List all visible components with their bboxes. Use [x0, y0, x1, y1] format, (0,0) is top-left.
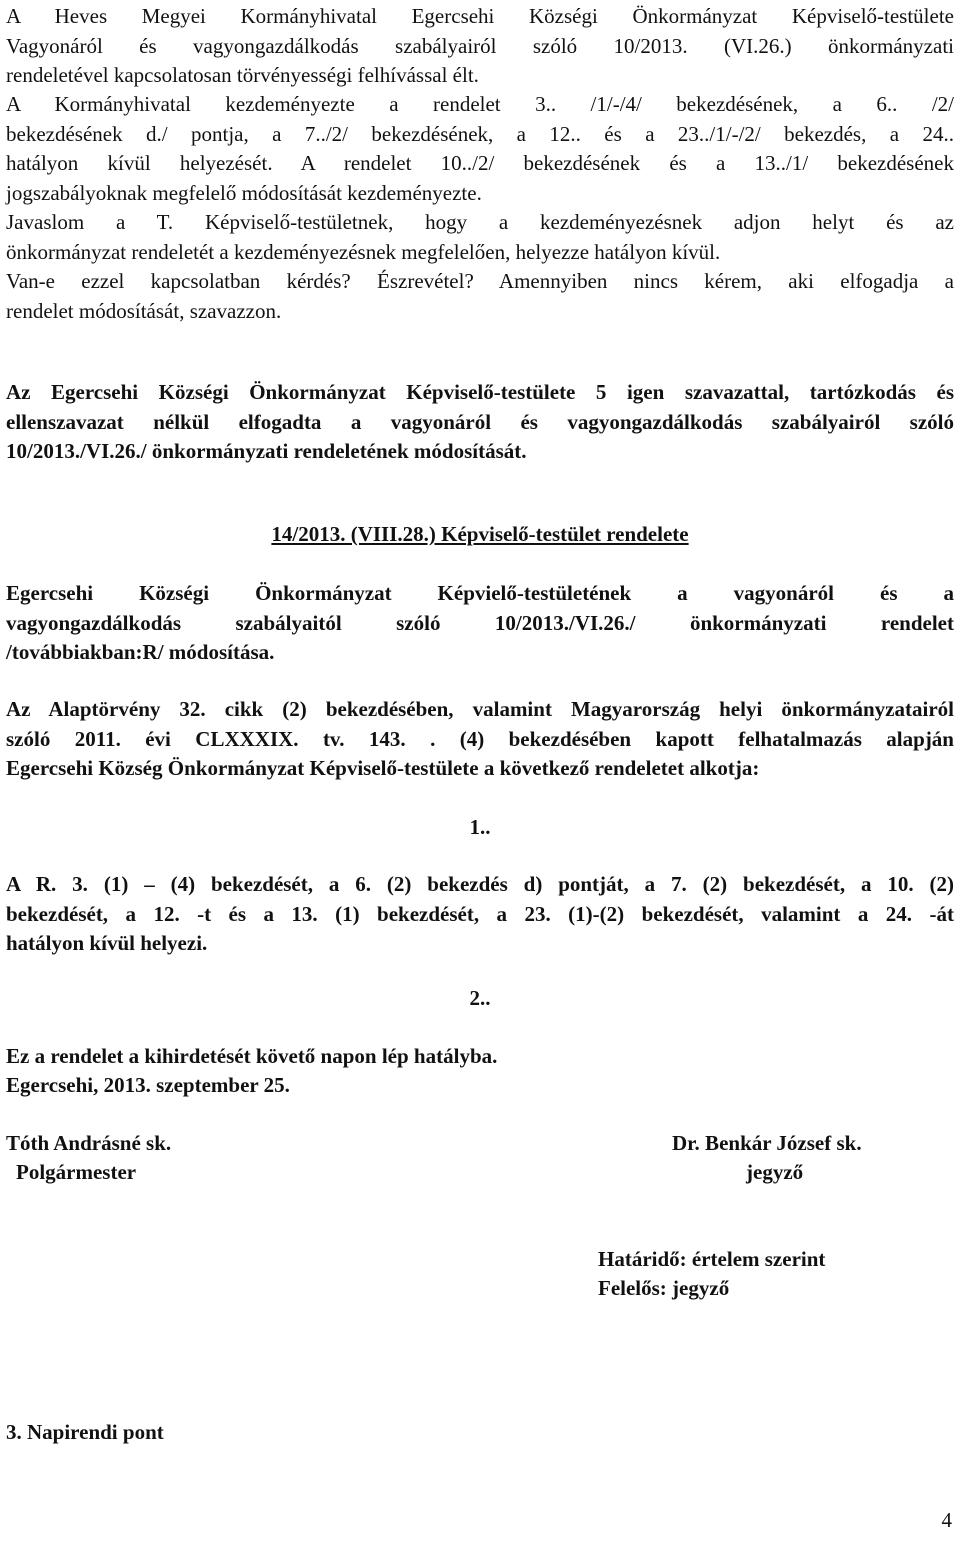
preamble-line-3: Egercsehi Község Önkormányzat Képviselő-testülete a következő rendeletet alkotja: — [6, 756, 760, 780]
resolution-line-1: Az Egercsehi Községi Önkormányzat Képviselő-testülete 5 igen szavazattal, tartózkodás és — [6, 380, 954, 404]
decree-subject — [6, 579, 954, 668]
intro-line-2: Vagyonáról és vagyongazdálkodás szabályairól szóló 10/2013. (VI.26.) önkormányzati — [6, 33, 954, 58]
section-1-line-1: A R. 3. (1) – (4) bekezdését, a 6. (2) bekezdés d) pontját, a 7. (2) bekezdését, a 10. (2) — [6, 872, 954, 896]
mayor-role: Polgármester — [16, 1160, 137, 1184]
section-1-line-3: hatályon kívül helyezi. — [6, 931, 208, 955]
preamble-line-2: szóló 2011. évi CLXXXIX. tv. 143. . (4) bekezdésében kapott felhatalmazás alapján — [6, 726, 954, 751]
initiative-line-1: A Kormányhivatal kezdeményezte a rendelet 3.. /1/-/4/ bekezdésének, a 6.. /2/ — [6, 92, 954, 116]
section-2-number: 2.. — [469, 986, 491, 1010]
initiative-line-6: önkormányzat rendeletét a kezdeményezésnek megfelelően, helyezze hatályon kívül. — [6, 239, 721, 264]
initiative-line-3: hatályon kívül helyezését. A rendelet 10../2/ bekezdésének és a 13../1/ bekezdésének — [6, 151, 954, 175]
initiative-line-7: Van-e ezzel kapcsolatban kérdés? Észrevétel? Amennyiben nincs kérem, aki elfogadja a — [6, 269, 954, 293]
intro-line-3: rendeletével kapcsolatosan törvényességi felhívással élt. — [6, 63, 479, 87]
initiative-paragraph — [6, 90, 954, 326]
notary-name: Dr. Benkár József sk. — [672, 1131, 862, 1155]
section-1-number: 1.. — [469, 815, 491, 839]
preamble-line-1: Az Alaptörvény 32. cikk (2) bekezdésében, valamint Magyarország helyi önkormányzatairól — [6, 697, 954, 721]
section-1-text — [6, 870, 954, 959]
initiative-line-4: jogszabályoknak megfelelő módosítását kezdeményezte. — [6, 180, 482, 205]
preamble-paragraph — [6, 695, 954, 784]
resolution-line-2: ellenszavazat nélkül elfogadta a vagyonáról és vagyongazdálkodás szabályairól szóló — [6, 409, 954, 434]
notary-role: jegyző — [746, 1160, 804, 1184]
effect-clause: Ez a rendelet a kihirdetését követő napon lép hatályba. — [6, 1044, 498, 1068]
resolution-line-3: 10/2013./VI.26./ önkormányzati rendeletének módosítását. — [6, 439, 527, 463]
intro-line-1: A Heves Megyei Kormányhivatal Egercsehi Községi Önkormányzat Képviselő-testülete — [6, 4, 954, 28]
agenda-heading: 3. Napirendi pont — [6, 1420, 164, 1444]
mayor-name: Tóth Andrásné sk. — [6, 1131, 172, 1155]
page-number: 4 — [941, 1508, 952, 1532]
section-1-line-2: bekezdését, a 12. -t és a 13. (1) bekezdését, a 23. (1)-(2) bekezdését, valamint a 24. -át — [6, 901, 954, 926]
responsible-text: Felelős: jegyző — [598, 1276, 730, 1300]
decree-subject-line-1: Egercsehi Községi Önkormányzat Képvielő-testületének a vagyonáról és a — [6, 581, 954, 605]
place-date: Egercsehi, 2013. szeptember 25. — [6, 1073, 290, 1097]
decree-title: 14/2013. (VIII.28.) Képviselő-testület rendelete — [271, 522, 689, 546]
deadline-text: Határidő: értelem szerint — [598, 1247, 826, 1271]
initiative-line-8: rendelet módosítását, szavazzon. — [6, 298, 282, 323]
initiative-line-2: bekezdésének d./ pontja, a 7../2/ bekezdésének, a 12.. és a 23../1/-/2/ bekezdés, a 24.. — [6, 121, 954, 146]
intro-paragraph — [6, 2, 954, 91]
resolution-paragraph — [6, 378, 954, 467]
initiative-line-5: Javaslom a T. Képviselő-testületnek, hogy a kezdeményezésnek adjon helyt és az — [6, 210, 954, 234]
decree-subject-line-2: vagyongazdálkodás szabályaitól szóló 10/2013./VI.26./ önkormányzati rendelet — [6, 610, 954, 635]
decree-subject-line-3: /továbbiakban:R/ módosítása. — [6, 640, 275, 664]
